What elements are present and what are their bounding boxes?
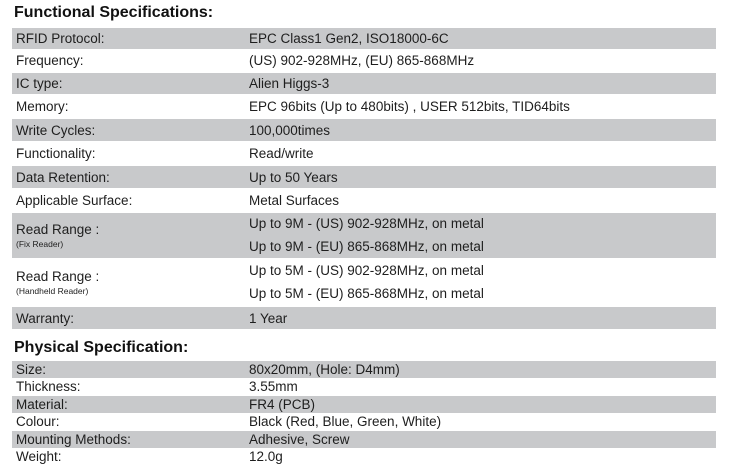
spec-value: Read/write: [249, 146, 314, 161]
spec-row-rfid-protocol: [12, 28, 716, 49]
spec-label: Frequency:: [16, 53, 84, 68]
spec-label: Mounting Methods:: [16, 432, 131, 447]
spec-row-size: [12, 361, 716, 378]
spec-row-read-range-fix: [12, 213, 716, 258]
spec-value: Adhesive, Screw: [249, 432, 350, 447]
spec-value: 12.0g: [249, 449, 283, 464]
spec-row-colour: [12, 413, 716, 430]
spec-value: Metal Surfaces: [249, 193, 340, 208]
spec-label: Size:: [16, 362, 47, 377]
spec-label: Thickness:: [16, 379, 81, 394]
spec-value: 3.55mm: [249, 379, 298, 394]
spec-row-read-range-handheld: [12, 260, 716, 305]
spec-row-data-retention: [12, 166, 716, 188]
physical-spec-title: Physical Specification:: [14, 339, 189, 356]
spec-row-ic-type: [12, 73, 716, 94]
spec-label: Data Retention:: [16, 170, 110, 185]
spec-label: Write Cycles:: [16, 123, 96, 138]
spec-row-memory: [12, 96, 716, 117]
spec-value: 80x20mm, (Hole: D4mm): [249, 362, 400, 377]
spec-value: Up to 50 Years: [249, 170, 338, 185]
spec-value: 100,000times: [249, 123, 331, 138]
spec-row-frequency: [12, 50, 716, 71]
spec-label: Warranty:: [16, 311, 75, 326]
spec-label: RFID Protocol:: [16, 31, 105, 46]
spec-label: Colour:: [16, 414, 60, 429]
spec-row-thickness: [12, 378, 716, 395]
spec-value: Black (Red, Blue, Green, White): [249, 414, 442, 429]
spec-label: Material:: [16, 397, 68, 412]
spec-value: Up to 5M - (US) 902-928MHz, on metal: [249, 263, 484, 278]
spec-row-warranty: [12, 307, 716, 329]
spec-row-functionality: [12, 143, 716, 164]
spec-value: EPC 96bits (Up to 480bits) , USER 512bits, TID64bits: [249, 99, 570, 114]
spec-label: Applicable Surface:: [16, 193, 133, 208]
spec-label: IC type:: [16, 76, 63, 91]
spec-label: Memory:: [16, 99, 69, 114]
spec-label: Read Range :: [16, 269, 100, 284]
spec-sublabel: (Fix Reader): [16, 239, 64, 249]
spec-sublabel: (Handheld Reader): [16, 286, 89, 296]
spec-value: 1 Year: [249, 311, 288, 326]
spec-value: Up to 9M - (EU) 865-868MHz, on metal: [249, 239, 484, 254]
spec-value: FR4 (PCB): [249, 397, 316, 412]
spec-row-weight: [12, 448, 716, 466]
spec-row-mounting-methods: [12, 431, 716, 448]
spec-row-material: [12, 396, 716, 413]
spec-label: Functionality:: [16, 146, 96, 161]
spec-value: Up to 5M - (EU) 865-868MHz, on metal: [249, 286, 484, 301]
spec-label: Weight:: [16, 449, 62, 464]
spec-label: Read Range :: [16, 222, 100, 237]
functional-spec-title: Functional Specifications:: [14, 4, 214, 21]
spec-value: Up to 9M - (US) 902-928MHz, on metal: [249, 216, 484, 231]
spec-value: EPC Class1 Gen2, ISO18000-6C: [249, 31, 449, 46]
spec-value: Alien Higgs-3: [249, 76, 330, 91]
spec-row-write-cycles: [12, 119, 716, 141]
spec-value: (US) 902-928MHz, (EU) 865-868MHz: [249, 53, 475, 68]
spec-row-applicable-surface: [12, 189, 716, 211]
